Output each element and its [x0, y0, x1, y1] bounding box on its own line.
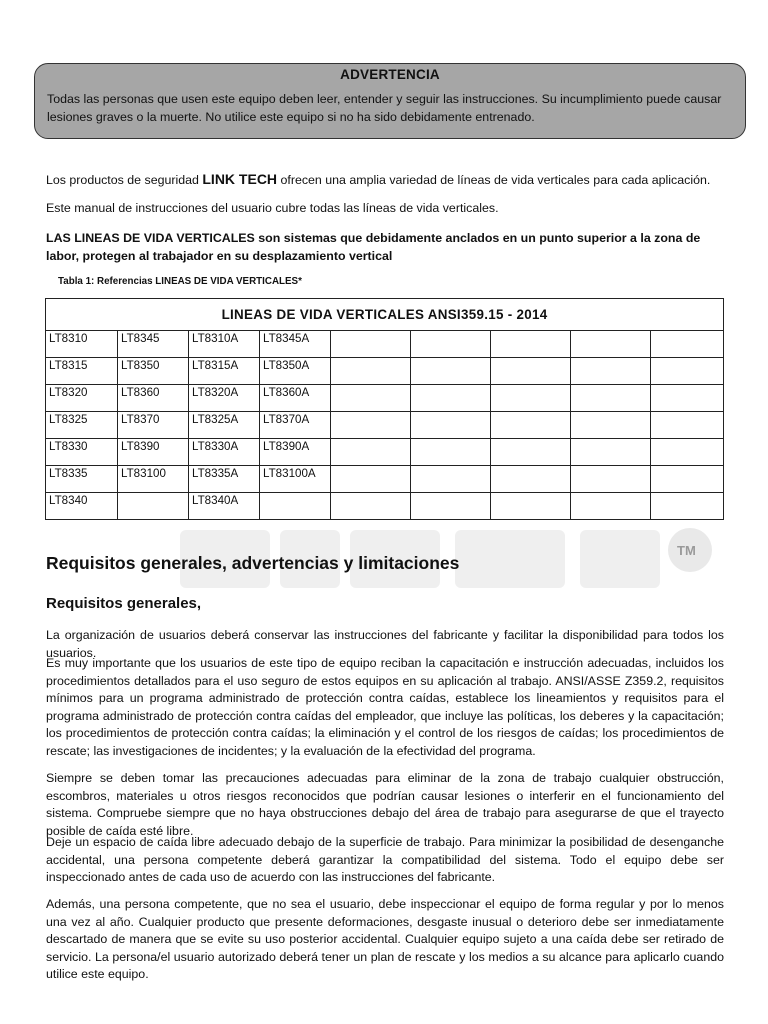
table-cell: LT8360	[118, 385, 189, 412]
table-cell: LT8370	[118, 412, 189, 439]
table-row	[46, 493, 724, 520]
table-cell: LT8320A	[189, 385, 260, 412]
table-cell	[118, 493, 189, 520]
table-cell: LT8320	[46, 385, 118, 412]
table-row	[46, 358, 724, 385]
brand-name: LINK TECH	[202, 171, 278, 187]
table-cell	[411, 385, 491, 412]
table-cell	[651, 439, 724, 466]
table-cell	[331, 493, 411, 520]
table-cell	[651, 331, 724, 358]
references-table	[45, 298, 724, 520]
table-cell: LT83100	[118, 466, 189, 493]
table-cell	[571, 412, 651, 439]
table-cell: LT8310A	[189, 331, 260, 358]
intro-text-after: ofrecen una amplia variedad de líneas de vida verticales para cada aplicación.	[277, 173, 711, 187]
table-caption: Tabla 1: Referencias LINEAS DE VIDA VERTICALES*	[58, 276, 302, 287]
table-cell	[411, 439, 491, 466]
table-cell: LT8315A	[189, 358, 260, 385]
table-row	[46, 466, 724, 493]
body-paragraph: Deje un espacio de caída libre adecuado debajo de la superficie de trabajo. Para minimizar la posibilidad de desenganche accidental, una persona competente deberá garantizar la compatibilidad del sistema. Todo el equipo debe ser inspeccionado antes de cada uso de acuerdo con las instrucciones del fabricante.	[46, 835, 724, 885]
table-cell	[651, 358, 724, 385]
intro-paragraph-3: LAS LINEAS DE VIDA VERTICALES son sistemas que debidamente anclados en un punto superior a la zona de labor, protegen al trabajador en su desplazamiento vertical	[46, 231, 701, 263]
table-row	[46, 331, 724, 358]
table-cell: LT8390A	[260, 439, 331, 466]
table-cell	[571, 385, 651, 412]
watermark-tm: TM	[677, 543, 696, 558]
table-cell: LT8350A	[260, 358, 331, 385]
table-cell	[491, 412, 571, 439]
section-title: Requisitos generales, advertencias y limitaciones	[46, 553, 460, 573]
table-cell	[411, 493, 491, 520]
table-row	[46, 385, 724, 412]
intro-paragraph-1	[46, 171, 724, 190]
table-cell	[331, 412, 411, 439]
table-cell	[651, 466, 724, 493]
table-cell	[260, 493, 331, 520]
table-cell	[651, 493, 724, 520]
warning-text: Todas las personas que usen este equipo deben leer, entender y seguir las instrucciones. Su incumplimiento puede causar lesiones graves o la muerte. No utilice este equipo si no ha sido debidamente entrenado.	[47, 92, 722, 124]
table-cell	[491, 331, 571, 358]
table-cell	[411, 358, 491, 385]
table-cell: LT8335	[46, 466, 118, 493]
table-cell: LT83100A	[260, 466, 331, 493]
table-cell	[491, 385, 571, 412]
table-cell	[411, 331, 491, 358]
table-cell	[571, 358, 651, 385]
intro-text-before: Los productos de seguridad	[46, 173, 203, 187]
table-cell: LT8335A	[189, 466, 260, 493]
table-cell	[571, 493, 651, 520]
table-cell: LT8370A	[260, 412, 331, 439]
body-paragraph: Siempre se deben tomar las precauciones adecuadas para eliminar de la zona de trabajo cualquier obstrucción, escombros, materiales u otros riesgos reconocidos que podrían causar lesiones o interferir en el funcionamiento del sistema. Compruebe siempre que no haya obstrucciones debajo del área de trabajo para asegurarse de que el trayecto posible de caída esté libre.	[46, 771, 724, 838]
table-row	[46, 439, 724, 466]
table-cell: LT8390	[118, 439, 189, 466]
intro-paragraph-2: Este manual de instrucciones del usuario cubre todas las líneas de vida verticales.	[46, 201, 499, 215]
table-header: LINEAS DE VIDA VERTICALES ANSI359.15 - 2014	[46, 299, 724, 331]
table-cell	[331, 358, 411, 385]
table-cell	[651, 412, 724, 439]
table-cell	[331, 385, 411, 412]
table-cell	[411, 412, 491, 439]
table-cell: LT8330	[46, 439, 118, 466]
table-cell	[571, 331, 651, 358]
body-paragraph: Además, una persona competente, que no sea el usuario, debe inspeccionar el equipo de forma regular y por lo menos una vez al año. Cualquier producto que presente deformaciones, desgaste inusual o deterioro debe ser inmediatamente descartado de manera que se evite su uso posterior accidental. Cualquier equipo sujeto a una caída debe ser retirado de servicio. La persona/el usuario autorizado deberá tener un plan de rescate y los medios a su alcance para aplicarlo cuando utilice este equipo.	[46, 897, 724, 982]
table-cell: LT8325A	[189, 412, 260, 439]
table-cell	[571, 439, 651, 466]
table-cell: LT8345	[118, 331, 189, 358]
table-cell	[651, 385, 724, 412]
body-paragraph: Es muy importante que los usuarios de este tipo de equipo reciban la capacitación e instrucción adecuadas, incluidos los procedimientos detallados para el uso seguro de estos equipos en su aplicación al trabajo. ANSI/ASSE Z359.2, requisitos mínimos para un programa administrado de protección contra caídas, establece los lineamientos y requisitos para el programa administrado de protección contra caídas del empleador, que incluye las políticas, los deberes y la capacitación; los procedimientos de protección contra caídas; la eliminación y el control de los riesgos de caídas; los procedimientos de rescate; las investigaciones de incidentes; y la evaluación de la efectividad del programa.	[46, 656, 724, 758]
section-subtitle: Requisitos generales,	[46, 595, 202, 612]
table-cell	[331, 331, 411, 358]
table-cell: LT8360A	[260, 385, 331, 412]
table-cell	[331, 439, 411, 466]
table-cell: LT8350	[118, 358, 189, 385]
table-cell	[411, 466, 491, 493]
table-cell	[491, 358, 571, 385]
warning-title: ADVERTENCIA	[340, 67, 440, 82]
table-cell: LT8315	[46, 358, 118, 385]
table-cell: LT8340	[46, 493, 118, 520]
table-cell: LT8310	[46, 331, 118, 358]
table-cell: LT8325	[46, 412, 118, 439]
table-cell	[491, 493, 571, 520]
table-cell	[491, 439, 571, 466]
warning-box	[34, 63, 746, 139]
table-cell: LT8340A	[189, 493, 260, 520]
table-cell: LT8330A	[189, 439, 260, 466]
body-paragraph: La organización de usuarios deberá conservar las instrucciones del fabricante y facilitar la disponibilidad para todos los usuarios.	[46, 628, 724, 660]
table-cell	[491, 466, 571, 493]
table-row	[46, 412, 724, 439]
table-cell	[571, 466, 651, 493]
table-cell: LT8345A	[260, 331, 331, 358]
table-cell	[331, 466, 411, 493]
